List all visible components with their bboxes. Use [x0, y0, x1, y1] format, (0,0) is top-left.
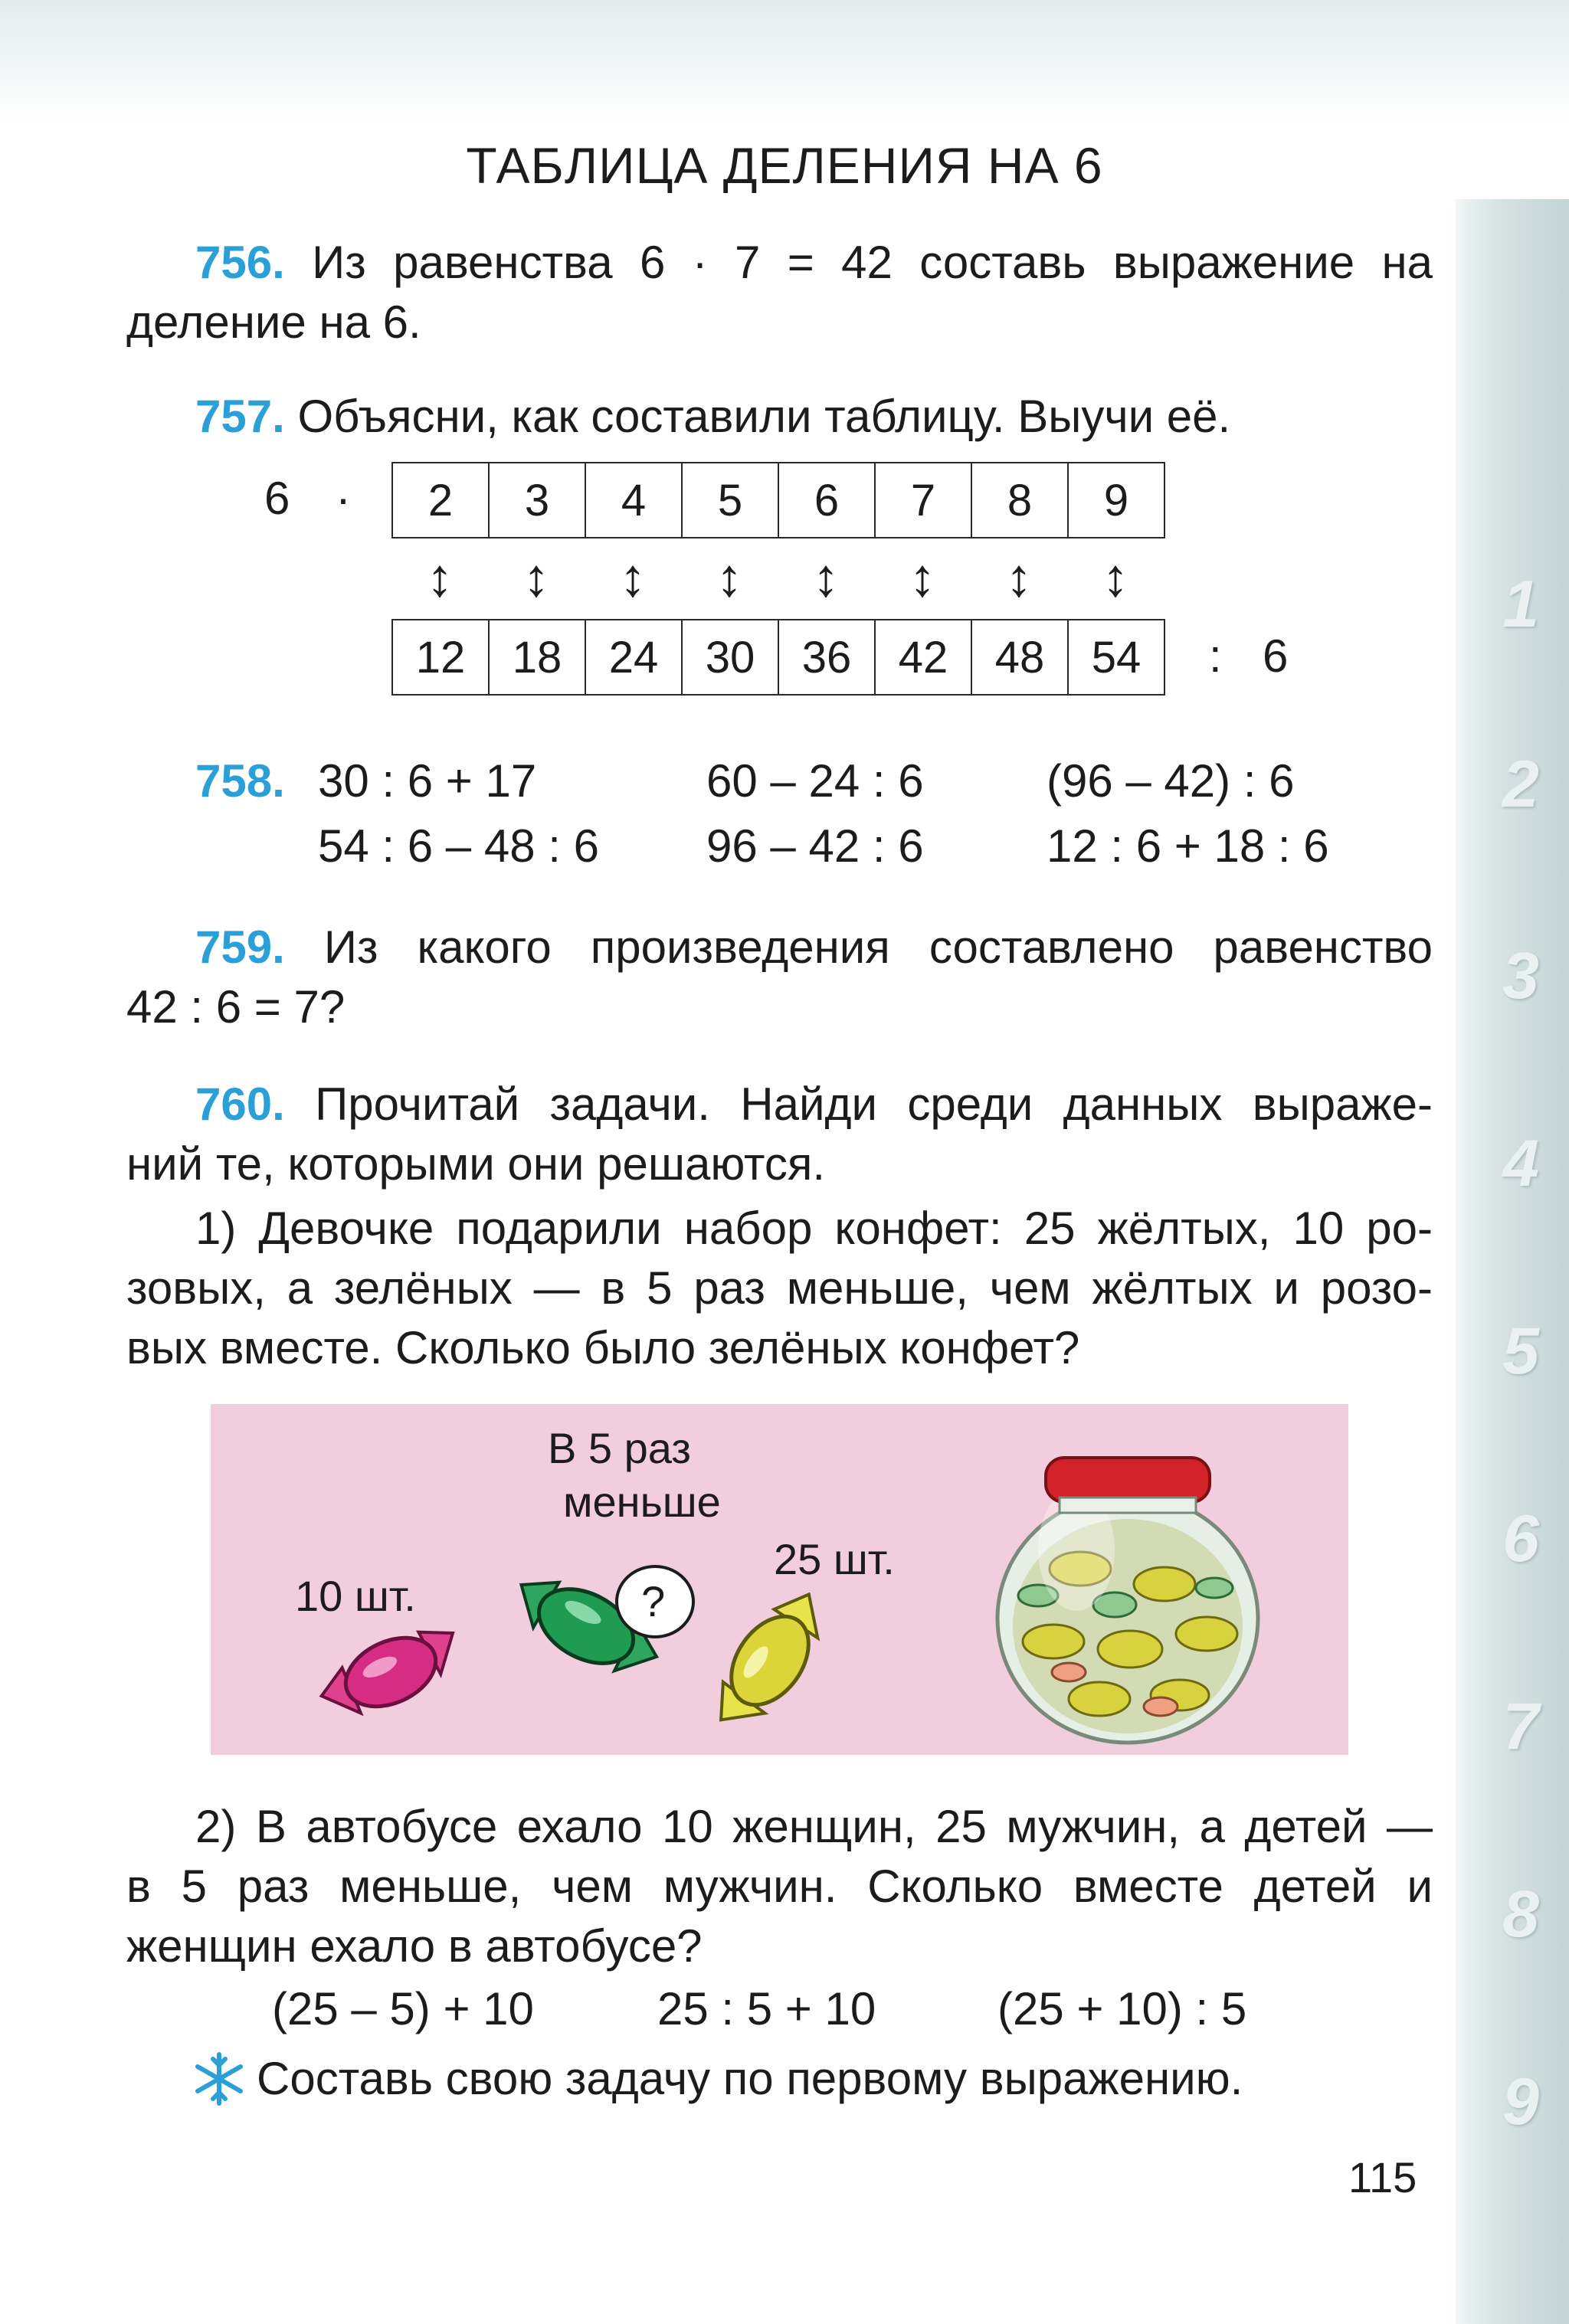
double-arrow-icon: ↕	[1102, 548, 1129, 607]
yellow-candy-count: 25 шт.	[774, 1535, 895, 1583]
table-row	[392, 620, 1164, 695]
chapter-tab-1[interactable]: 1	[1502, 568, 1539, 641]
chapter-tab-4[interactable]: 4	[1502, 1127, 1539, 1200]
double-arrow-icon: ↕	[812, 548, 840, 607]
chapter-tab-6[interactable]: 6	[1502, 1502, 1539, 1576]
multiplication-row-table	[391, 462, 1165, 538]
double-arrow-icon: ↕	[1005, 548, 1033, 607]
ratio-label-line-1: В 5 раз	[548, 1424, 691, 1472]
expression: 54 : 6 – 48 : 6	[318, 820, 599, 872]
task-1-line-3: вых вместе. Сколько было зелёных конфет?	[126, 1322, 1080, 1373]
task-text: 2) В автобусе ехало 10 женщин, 25 мужчин, а детей —	[195, 1801, 1433, 1852]
table-cell: 5	[682, 463, 778, 538]
divide-sign: :	[1209, 630, 1222, 682]
exercise-760-line-1	[126, 1075, 1433, 1134]
chapter-tab-2[interactable]: 2	[1502, 748, 1539, 821]
exercise-number: 759.	[195, 921, 285, 973]
table-cell: 48	[971, 620, 1068, 695]
multiply-sign: ·	[336, 473, 351, 524]
table-cell: 36	[778, 620, 875, 695]
pink-candy-icon	[312, 1614, 470, 1731]
candies-illustration	[211, 1404, 1348, 1755]
task-text: 1) Девочке подарили набор конфет: 25 жёлтых, 10 ро-	[195, 1203, 1433, 1254]
table-cell: 9	[1068, 463, 1164, 538]
expression: 96 – 42 : 6	[706, 820, 924, 872]
chapter-tab-7[interactable]: 7	[1502, 1690, 1539, 1763]
table-cell: 6	[778, 463, 875, 538]
chapter-tab-strip	[1456, 199, 1569, 2324]
exercise-757-line	[126, 387, 1433, 447]
exercise-760-line-2: ний те, которыми они решаются.	[126, 1138, 826, 1190]
exercise-759-line-2: 42 : 6 = 7?	[126, 981, 346, 1033]
exercise-text: Из какого произведения составлено равенство	[323, 921, 1433, 973]
double-arrow-icon: ↕	[619, 548, 647, 607]
exercise-text: Объясни, как составили таблицу. Выучи её.	[297, 391, 1231, 442]
page-number: 115	[1348, 2153, 1417, 2201]
table-cell: 12	[392, 620, 489, 695]
task-2-line-2: в 5 раз меньше, чем мужчин. Сколько вместе детей и	[126, 1861, 1433, 1912]
table-cell: 7	[875, 463, 971, 538]
exercise-759-line-1	[126, 918, 1433, 977]
pink-candy-count: 10 шт.	[295, 1572, 416, 1620]
expression: 60 – 24 : 6	[706, 755, 924, 807]
table-cell: 18	[489, 620, 585, 695]
page-title: ТАБЛИЦА ДЕЛЕНИЯ НА 6	[466, 137, 1103, 194]
table-right-label: 6	[1263, 630, 1289, 682]
exercise-number: 757.	[195, 391, 285, 442]
chapter-tab-5[interactable]: 5	[1502, 1314, 1539, 1388]
question-mark: ?	[641, 1577, 666, 1625]
expression: 12 : 6 + 18 : 6	[1047, 820, 1329, 872]
task-2-line-3: женщин ехало в автобусе?	[126, 1920, 703, 1972]
division-row-table	[391, 619, 1165, 696]
top-fade	[0, 0, 1569, 123]
exercise-756-line-2: деление на 6.	[126, 296, 421, 348]
chapter-tab-8[interactable]: 8	[1502, 1877, 1539, 1951]
table-row	[392, 463, 1164, 538]
double-arrow-icon: ↕	[716, 548, 743, 607]
task-1-line-1	[126, 1199, 1433, 1259]
expression: 30 : 6 + 17	[318, 755, 537, 807]
exercise-number: 758.	[195, 755, 285, 807]
yellow-candy-icon	[699, 1579, 840, 1742]
table-cell: 4	[585, 463, 682, 538]
tip-text: Составь свою задачу по первому выражению.	[257, 2053, 1243, 2104]
expression: (96 – 42) : 6	[1047, 755, 1295, 807]
expression: (25 + 10) : 5	[997, 1983, 1247, 2034]
exercise-number: 756.	[195, 237, 285, 288]
exercise-number: 760.	[195, 1079, 285, 1130]
table-cell: 24	[585, 620, 682, 695]
chapter-tab-9[interactable]: 9	[1502, 2065, 1539, 2139]
task-2-line-1	[126, 1797, 1433, 1857]
table-left-label: 6	[264, 473, 290, 524]
table-cell: 8	[971, 463, 1068, 538]
table-cell: 42	[875, 620, 971, 695]
exercise-text: Из равенства 6 · 7 = 42 составь выражение на	[312, 237, 1433, 288]
double-arrow-icon: ↕	[522, 548, 550, 607]
expression: (25 – 5) + 10	[272, 1983, 534, 2034]
table-cell: 3	[489, 463, 585, 538]
snowflake-icon	[192, 2051, 247, 2106]
table-cell: 2	[392, 463, 489, 538]
exercise-756-line-1	[126, 233, 1433, 293]
double-arrow-icon: ↕	[426, 548, 454, 607]
chapter-tab-3[interactable]: 3	[1502, 939, 1539, 1013]
task-1-line-2: зовых, а зелёных — в 5 раз меньше, чем жёлтых и розо-	[126, 1262, 1433, 1314]
expression: 25 : 5 + 10	[657, 1983, 876, 2034]
ratio-label-line-2: меньше	[563, 1478, 721, 1526]
candy-jar-icon	[997, 1458, 1258, 1743]
double-arrow-icon: ↕	[909, 548, 936, 607]
table-cell: 30	[682, 620, 778, 695]
exercise-text: Прочитай задачи. Найди среди данных выраже-	[315, 1079, 1433, 1130]
table-cell: 54	[1068, 620, 1164, 695]
